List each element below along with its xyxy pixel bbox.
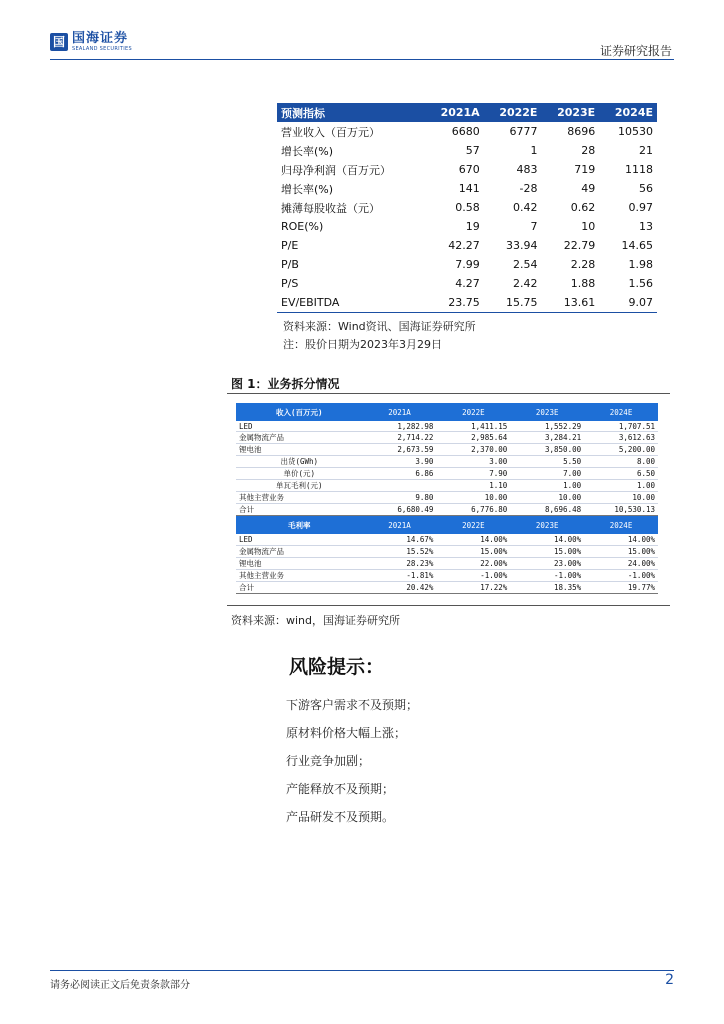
report-type-label: 证券研究报告 — [599, 44, 672, 58]
breakdown-cell: 5,200.00 — [584, 444, 658, 456]
forecast-cell: 0.97 — [628, 201, 653, 214]
breakdown-cell: 2,370.00 — [436, 444, 510, 456]
forecast-cell: 9.07 — [599, 293, 657, 313]
figure-title: 图 1：业务拆分情况 — [231, 377, 340, 391]
breakdown-cell: 15.00% — [584, 545, 658, 557]
breakdown-cell: 14.00% — [436, 534, 510, 545]
forecast-row-label: EV/EBITDA — [277, 293, 425, 313]
breakdown-row — [236, 492, 658, 504]
figure-source: 资料来源：wind，国海证券研究所 — [231, 614, 401, 627]
forecast-cell: 15.75 — [484, 293, 542, 313]
breakdown-cell: 2,714.22 — [363, 432, 437, 444]
breakdown-row-label: 单瓦毛利(元) — [236, 480, 363, 492]
risk-item: 原材料价格大幅上涨； — [286, 726, 407, 740]
forecast-row — [277, 236, 657, 255]
forecast-cell: 6680 — [451, 125, 480, 138]
breakdown-cell: 1,707.51 — [584, 421, 658, 432]
forecast-cell: 42.27 — [448, 239, 480, 252]
forecast-source: 资料来源：Wind资讯、国海证券研究所 — [283, 320, 476, 333]
breakdown-col-header: 2024E — [584, 403, 658, 421]
breakdown-cell: -1.81% — [363, 569, 437, 581]
forecast-row-label: ROE(%) — [281, 220, 324, 233]
breakdown-cell: 10.00 — [584, 492, 658, 504]
breakdown-cell: 10.00 — [436, 492, 510, 504]
breakdown-cell: 14.00% — [584, 534, 658, 545]
breakdown-cell: 2,985.64 — [436, 432, 510, 444]
forecast-row-label: 摊薄每股收益（元） — [281, 201, 380, 215]
breakdown-cell: 18.35% — [510, 581, 584, 593]
breakdown-col-header: 2022E — [436, 403, 510, 421]
forecast-row-label: 营业收入（百万元） — [281, 125, 380, 139]
forecast-cell: 719 — [574, 163, 596, 176]
breakdown-row — [236, 456, 658, 468]
forecast-row-label: 增长率(%) — [281, 182, 334, 196]
breakdown-row-label: 锂电池 — [236, 557, 363, 569]
breakdown-col-header: 毛利率 — [236, 516, 363, 535]
footer-disclaimer: 请务必阅读正文后免责条款部分 — [50, 980, 190, 991]
footer-divider — [50, 970, 674, 971]
forecast-header-row — [277, 103, 657, 122]
forecast-cell: 19 — [465, 220, 480, 233]
breakdown-cell: 20.42% — [363, 581, 437, 593]
forecast-cell: 6777 — [509, 125, 538, 138]
forecast-row — [277, 160, 657, 179]
breakdown-cell: -1.00% — [584, 569, 658, 581]
page-number: 2 — [665, 972, 674, 988]
risk-item: 下游客户需求不及预期； — [286, 698, 419, 712]
forecast-cell: 10 — [581, 220, 596, 233]
forecast-cell: 0.58 — [455, 201, 480, 214]
forecast-cell: 0.42 — [512, 201, 538, 214]
breakdown-cell: 3.00 — [436, 456, 510, 468]
breakdown-col-header: 2021A — [363, 516, 437, 535]
business-breakdown-table — [236, 403, 658, 594]
breakdown-row — [236, 432, 658, 444]
breakdown-row — [236, 581, 658, 593]
forecast-cell: 0.62 — [570, 201, 596, 214]
breakdown-col-header: 2021A — [363, 403, 437, 421]
figure-bottom-rule — [227, 605, 670, 606]
forecast-row — [277, 198, 657, 217]
breakdown-cell: 1.00 — [510, 480, 584, 492]
forecast-cell: 7.99 — [455, 258, 480, 271]
breakdown-row — [236, 468, 658, 480]
forecast-cell: 57 — [465, 144, 480, 157]
breakdown-cell: 28.23% — [363, 557, 437, 569]
breakdown-cell: 23.00% — [510, 557, 584, 569]
figure-top-rule — [227, 393, 670, 394]
breakdown-cell: 9.80 — [363, 492, 437, 504]
breakdown-col-header: 2023E — [510, 516, 584, 535]
forecast-cell: 14.65 — [621, 239, 653, 252]
breakdown-cell: 6,680.49 — [363, 504, 437, 516]
header-divider — [50, 59, 674, 60]
forecast-cell: 7 — [530, 220, 538, 233]
breakdown-cell: 22.00% — [436, 557, 510, 569]
breakdown-cell: 6,776.80 — [436, 504, 510, 516]
breakdown-row — [236, 545, 658, 557]
revenue-header-row — [236, 403, 658, 421]
forecast-cell: 21 — [639, 144, 653, 157]
company-logo — [50, 32, 132, 52]
breakdown-cell: 14.67% — [363, 534, 437, 545]
forecast-col-header: 2023E — [541, 103, 599, 122]
breakdown-cell: 2,673.59 — [363, 444, 437, 456]
breakdown-cell: -1.00% — [436, 569, 510, 581]
forecast-row — [277, 274, 657, 293]
breakdown-row-label: 合计 — [236, 504, 363, 516]
breakdown-cell: 8.00 — [584, 456, 658, 468]
forecast-cell: 49 — [581, 182, 596, 195]
breakdown-cell: 1.10 — [436, 480, 510, 492]
forecast-cell: 2.42 — [512, 277, 538, 290]
forecast-row — [277, 141, 657, 160]
breakdown-cell: 3,850.00 — [510, 444, 584, 456]
logo-mark-icon: 国 — [50, 33, 68, 51]
forecast-cell: 1 — [530, 144, 538, 157]
forecast-row-label: P/E — [281, 239, 299, 252]
breakdown-row-label: LED — [236, 421, 363, 432]
breakdown-col-header: 2024E — [584, 516, 658, 535]
breakdown-cell: 1.00 — [584, 480, 658, 492]
forecast-row — [277, 255, 657, 274]
forecast-row — [277, 179, 657, 198]
forecast-cell: 23.75 — [425, 293, 484, 313]
breakdown-cell: 7.90 — [436, 468, 510, 480]
forecast-cell: 141 — [458, 182, 480, 195]
forecast-cell: 33.94 — [505, 239, 538, 252]
forecast-cell: 1.98 — [628, 258, 653, 271]
breakdown-row — [236, 534, 658, 545]
breakdown-row-label: 其他主营业务 — [236, 569, 363, 581]
breakdown-cell: 8,696.48 — [510, 504, 584, 516]
forecast-cell: 56 — [639, 182, 653, 195]
breakdown-cell: 3,612.63 — [584, 432, 658, 444]
breakdown-row-label: LED — [236, 534, 363, 545]
forecast-cell: 4.27 — [455, 277, 480, 290]
breakdown-col-header: 2023E — [510, 403, 584, 421]
forecast-row-label: P/B — [281, 258, 299, 271]
risk-item: 产能释放不及预期； — [286, 782, 395, 796]
breakdown-cell: 6.50 — [584, 468, 658, 480]
forecast-row — [277, 122, 657, 141]
breakdown-cell: 15.00% — [510, 545, 584, 557]
forecast-cell: 483 — [516, 163, 538, 176]
logo-english-name: SEALAND SECURITIES — [72, 46, 132, 52]
breakdown-cell: 6.86 — [363, 468, 437, 480]
breakdown-cell: 15.52% — [363, 545, 437, 557]
breakdown-cell: 14.00% — [510, 534, 584, 545]
forecast-cell: 10530 — [618, 125, 653, 138]
logo-chinese-name: 国海证券 — [72, 31, 129, 46]
breakdown-row-label: 金属物流产品 — [236, 545, 363, 557]
forecast-row-label: P/S — [281, 277, 299, 290]
breakdown-cell — [363, 480, 437, 492]
breakdown-cell: 3.90 — [363, 456, 437, 468]
forecast-cell: 22.79 — [563, 239, 596, 252]
forecast-col-header: 2021A — [425, 103, 484, 122]
page-header — [50, 30, 674, 58]
breakdown-row — [236, 504, 658, 516]
forecast-cell: -28 — [519, 182, 538, 195]
forecast-cell: 2.28 — [570, 258, 596, 271]
forecast-note: 注：股价日期为2023年3月29日 — [283, 338, 442, 351]
forecast-cell: 28 — [581, 144, 596, 157]
forecast-cell: 13 — [639, 220, 653, 233]
forecast-col-header: 预测指标 — [277, 103, 425, 122]
breakdown-row — [236, 480, 658, 492]
forecast-cell: 13.61 — [541, 293, 599, 313]
breakdown-cell: 7.00 — [510, 468, 584, 480]
breakdown-cell: 10,530.13 — [584, 504, 658, 516]
forecast-row-label: 归母净利润（百万元） — [281, 163, 391, 177]
forecast-cell: 1.56 — [628, 277, 653, 290]
breakdown-row — [236, 569, 658, 581]
breakdown-cell: 24.00% — [584, 557, 658, 569]
forecast-col-header: 2022E — [484, 103, 542, 122]
forecast-row — [277, 293, 657, 313]
forecast-cell: 8696 — [567, 125, 596, 138]
breakdown-cell: 1,282.98 — [363, 421, 437, 432]
breakdown-cell: -1.00% — [510, 569, 584, 581]
breakdown-row-label: 金属物流产品 — [236, 432, 363, 444]
risk-item: 产品研发不及预期。 — [286, 810, 395, 824]
risk-title: 风险提示： — [289, 656, 385, 678]
forecast-col-header: 2024E — [599, 103, 657, 122]
forecast-cell: 1118 — [625, 163, 653, 176]
forecast-row — [277, 217, 657, 236]
breakdown-cell: 19.77% — [584, 581, 658, 593]
breakdown-cell: 17.22% — [436, 581, 510, 593]
breakdown-row-label: 单价(元) — [236, 468, 363, 480]
risk-item: 行业竞争加剧； — [286, 754, 371, 768]
breakdown-col-header: 收入(百万元) — [236, 403, 363, 421]
breakdown-row-label: 合计 — [236, 581, 363, 593]
breakdown-row — [236, 444, 658, 456]
breakdown-row — [236, 557, 658, 569]
breakdown-cell: 1,411.15 — [436, 421, 510, 432]
forecast-row-label: 增长率(%) — [281, 144, 334, 158]
forecast-cell: 670 — [458, 163, 480, 176]
breakdown-cell: 3,284.21 — [510, 432, 584, 444]
breakdown-row-label: 出货(GWh) — [236, 456, 363, 468]
breakdown-row — [236, 421, 658, 432]
breakdown-cell: 10.00 — [510, 492, 584, 504]
breakdown-cell: 1,552.29 — [510, 421, 584, 432]
breakdown-cell: 15.00% — [436, 545, 510, 557]
forecast-table — [277, 103, 657, 313]
margin-header-row — [236, 516, 658, 535]
forecast-cell: 1.88 — [570, 277, 596, 290]
forecast-cell: 2.54 — [512, 258, 538, 271]
breakdown-col-header: 2022E — [436, 516, 510, 535]
breakdown-row-label: 锂电池 — [236, 444, 363, 456]
breakdown-cell: 5.50 — [510, 456, 584, 468]
breakdown-row-label: 其他主营业务 — [236, 492, 363, 504]
